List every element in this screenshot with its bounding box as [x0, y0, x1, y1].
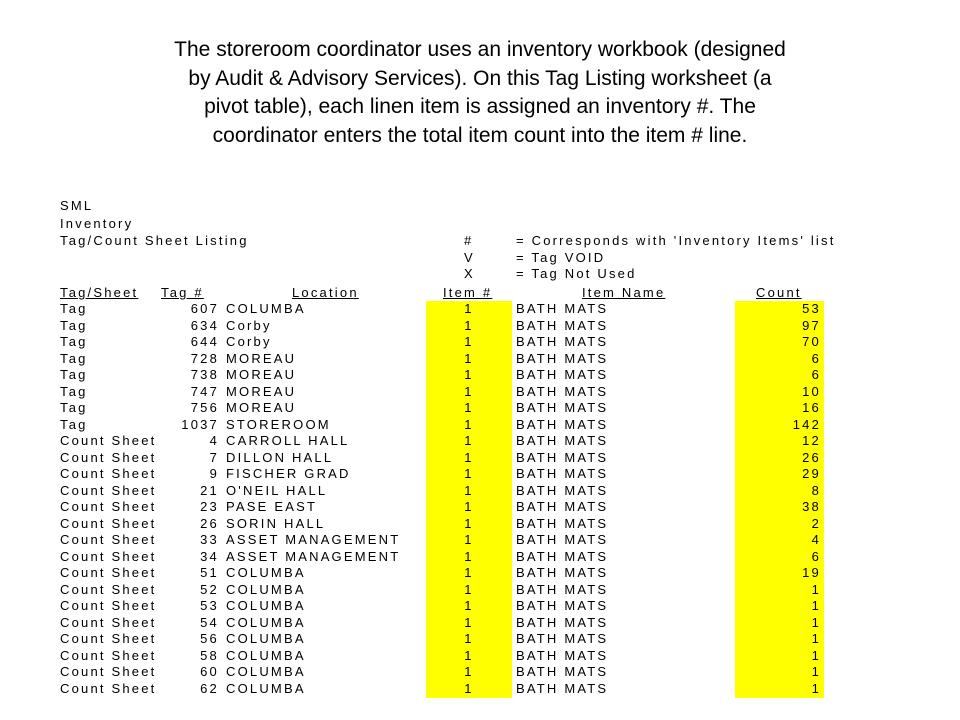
item-number-cell: 1	[464, 532, 474, 547]
item-name-cell: BATH MATS	[516, 433, 609, 448]
header-location: Location	[292, 285, 359, 300]
location-cell: COLUMBA	[226, 301, 306, 316]
tag-sheet-cell: Count Sheet	[60, 482, 157, 498]
count-cell: 12	[802, 433, 821, 448]
tag-number-cell: 4	[209, 433, 219, 448]
tag-sheet-cell: Tag	[60, 350, 88, 366]
location-cell: Corby	[226, 334, 272, 349]
item-name-cell: BATH MATS	[516, 499, 609, 514]
count-cell: 142	[792, 416, 821, 432]
table-row	[58, 466, 878, 483]
caption-line: pivot table), each linen item is assigned an inventory #. The	[204, 95, 756, 118]
tag-number-cell: 23	[200, 499, 219, 514]
item-name-cell: BATH MATS	[516, 614, 609, 630]
tag-sheet-cell: Tag	[60, 301, 88, 316]
item-name-cell: BATH MATS	[516, 350, 609, 366]
item-name-cell: BATH MATS	[516, 416, 609, 432]
tag-number-cell: 51	[200, 565, 219, 580]
item-name-cell: BATH MATS	[516, 383, 609, 399]
caption-line: coordinator enters the total item count into the item # line.	[212, 123, 748, 147]
item-name-cell: BATH MATS	[516, 400, 609, 415]
tag-number-cell: 58	[200, 647, 219, 663]
header-tag-number: Tag #	[161, 285, 204, 300]
tag-number-cell: 54	[200, 614, 219, 630]
tag-sheet-cell: Count Sheet	[60, 581, 157, 597]
item-name-cell: BATH MATS	[516, 466, 609, 481]
item-number-cell: 1	[464, 499, 474, 514]
item-number-cell: 1	[464, 647, 474, 663]
location-cell: MOREAU	[226, 350, 297, 366]
table-row	[58, 483, 878, 500]
tag-sheet-cell: Count Sheet	[60, 499, 157, 514]
item-number-cell: 1	[464, 350, 474, 366]
location-cell: COLUMBA	[226, 647, 306, 663]
item-number-cell: 1	[464, 680, 474, 696]
item-name-cell: BATH MATS	[516, 598, 609, 613]
count-cell: 6	[811, 350, 821, 366]
item-number-cell: 1	[464, 565, 474, 580]
item-name-cell: BATH MATS	[516, 301, 609, 316]
location-cell: COLUMBA	[226, 598, 306, 613]
tag-number-cell: 33	[200, 532, 219, 547]
caption-line: by Audit & Advisory Services). On this Tag Listing worksheet (a	[188, 66, 772, 90]
tag-number-cell: 52	[200, 581, 219, 597]
count-cell: 97	[802, 317, 821, 333]
header-item-name: Item Name	[582, 285, 666, 300]
tag-number-cell: 756	[190, 400, 219, 415]
tag-sheet-cell: Tag	[60, 383, 88, 399]
tag-number-cell: 1037	[181, 416, 219, 432]
tag-number-cell: 738	[190, 367, 219, 382]
tag-number-cell: 7	[209, 449, 219, 465]
legend-meaning: = Tag Not Used	[516, 266, 637, 281]
tag-sheet-cell: Count Sheet	[60, 565, 157, 580]
location-cell: CARROLL HALL	[226, 433, 350, 448]
tag-sheet-cell: Count Sheet	[60, 449, 157, 465]
table-row	[58, 582, 878, 599]
tag-number-cell: 26	[200, 515, 219, 531]
location-cell: PASE EAST	[226, 499, 318, 514]
count-cell: 1	[811, 631, 821, 646]
table-row	[58, 301, 878, 318]
item-number-cell: 1	[464, 400, 474, 415]
tag-number-cell: 62	[200, 680, 219, 696]
item-name-cell: BATH MATS	[516, 548, 609, 564]
tag-sheet-cell: Tag	[60, 367, 88, 382]
location-cell: SORIN HALL	[226, 515, 326, 531]
item-number-cell: 1	[464, 301, 474, 316]
tag-number-cell: 56	[200, 631, 219, 646]
item-number-cell: 1	[464, 466, 474, 481]
location-cell: COLUMBA	[226, 664, 306, 679]
count-cell: 26	[802, 449, 821, 465]
count-cell: 53	[802, 301, 821, 316]
tag-number-cell: 9	[209, 466, 219, 481]
tag-sheet-cell: Tag	[60, 416, 88, 432]
item-name-cell: BATH MATS	[516, 334, 609, 349]
table-row	[58, 417, 878, 434]
location-cell: DILLON HALL	[226, 449, 334, 465]
header-tag-sheet: Tag/Sheet	[60, 285, 139, 300]
count-cell: 6	[811, 367, 821, 382]
legend-symbol: V	[464, 250, 475, 265]
tag-sheet-cell: Tag	[60, 334, 88, 349]
sheet-title-inventory: Inventory	[60, 216, 134, 231]
tag-sheet-cell: Count Sheet	[60, 680, 157, 696]
table-row	[58, 499, 878, 516]
tag-sheet-cell: Tag	[60, 317, 88, 333]
item-number-cell: 1	[464, 664, 474, 679]
item-number-cell: 1	[464, 581, 474, 597]
location-cell: STOREROOM	[226, 416, 331, 432]
location-cell: O'NEIL HALL	[226, 482, 328, 498]
item-name-cell: BATH MATS	[516, 367, 609, 382]
location-cell: COLUMBA	[226, 565, 306, 580]
sheet-title-org: SML	[60, 198, 94, 213]
item-number-cell: 1	[464, 482, 474, 498]
item-name-cell: BATH MATS	[516, 449, 609, 465]
tag-sheet-cell: Count Sheet	[60, 466, 157, 481]
item-name-cell: BATH MATS	[516, 482, 609, 498]
sheet-title-listing: Tag/Count Sheet Listing	[60, 233, 249, 248]
count-cell: 38	[802, 499, 821, 514]
count-cell: 29	[802, 466, 821, 481]
table-row	[58, 631, 878, 648]
header-item-number: Item #	[443, 285, 493, 300]
item-name-cell: BATH MATS	[516, 581, 609, 597]
table-row	[58, 384, 878, 401]
tag-sheet-cell: Count Sheet	[60, 664, 157, 679]
table-row	[58, 367, 878, 384]
table-row	[58, 318, 878, 335]
inventory-rows	[58, 301, 878, 697]
table-row	[58, 664, 878, 681]
tag-number-cell: 644	[190, 334, 219, 349]
tag-number-cell: 728	[190, 350, 219, 366]
legend-symbol: #	[464, 233, 474, 248]
location-cell: COLUMBA	[226, 680, 306, 696]
legend-symbol: X	[464, 266, 475, 281]
location-cell: COLUMBA	[226, 581, 306, 597]
location-cell: ASSET MANAGEMENT	[226, 532, 401, 547]
slide-caption	[80, 36, 880, 150]
tag-sheet-cell: Count Sheet	[60, 614, 157, 630]
item-number-cell: 1	[464, 631, 474, 646]
count-cell: 2	[811, 515, 821, 531]
tag-number-cell: 53	[200, 598, 219, 613]
count-cell: 8	[811, 482, 821, 498]
location-cell: COLUMBA	[226, 614, 306, 630]
location-cell: MOREAU	[226, 367, 297, 382]
table-row	[58, 516, 878, 533]
location-cell: Corby	[226, 317, 272, 333]
item-number-cell: 1	[464, 548, 474, 564]
legend-meaning: = Corresponds with 'Inventory Items' list	[516, 233, 836, 248]
count-cell: 1	[811, 680, 821, 696]
tag-number-cell: 21	[200, 482, 219, 498]
item-name-cell: BATH MATS	[516, 647, 609, 663]
table-row	[58, 549, 878, 566]
item-number-cell: 1	[464, 334, 474, 349]
tag-sheet-cell: Tag	[60, 400, 88, 415]
table-row	[58, 532, 878, 549]
location-cell: ASSET MANAGEMENT	[226, 548, 401, 564]
column-header-row	[58, 284, 878, 301]
tag-sheet-cell: Count Sheet	[60, 548, 157, 564]
caption-line: The storeroom coordinator uses an inventory workbook (designed	[174, 38, 786, 61]
tag-listing-worksheet	[58, 198, 878, 698]
tag-sheet-cell: Count Sheet	[60, 631, 157, 646]
item-name-cell: BATH MATS	[516, 631, 609, 646]
item-name-cell: BATH MATS	[516, 532, 609, 547]
tag-number-cell: 607	[190, 301, 219, 316]
item-number-cell: 1	[464, 383, 474, 399]
location-cell: FISCHER GRAD	[226, 466, 351, 481]
tag-sheet-cell: Count Sheet	[60, 647, 157, 663]
table-row	[58, 681, 878, 698]
item-name-cell: BATH MATS	[516, 515, 609, 531]
table-row	[58, 433, 878, 450]
count-cell: 1	[811, 581, 821, 597]
item-number-cell: 1	[464, 515, 474, 531]
count-cell: 70	[802, 334, 821, 349]
tag-sheet-cell: Count Sheet	[60, 515, 157, 531]
location-cell: MOREAU	[226, 383, 297, 399]
count-cell: 1	[811, 614, 821, 630]
item-name-cell: BATH MATS	[516, 565, 609, 580]
table-row	[58, 334, 878, 351]
table-row	[58, 598, 878, 615]
tag-number-cell: 634	[190, 317, 219, 333]
count-cell: 4	[811, 532, 821, 547]
table-row	[58, 351, 878, 368]
tag-sheet-cell: Count Sheet	[60, 598, 157, 613]
count-cell: 16	[802, 400, 821, 415]
table-row	[58, 400, 878, 417]
item-name-cell: BATH MATS	[516, 680, 609, 696]
item-name-cell: BATH MATS	[516, 317, 609, 333]
location-cell: MOREAU	[226, 400, 297, 415]
item-number-cell: 1	[464, 317, 474, 333]
item-number-cell: 1	[464, 614, 474, 630]
tag-number-cell: 34	[200, 548, 219, 564]
count-cell: 1	[811, 664, 821, 679]
item-number-cell: 1	[464, 449, 474, 465]
item-number-cell: 1	[464, 598, 474, 613]
count-cell: 6	[811, 548, 821, 564]
table-row	[58, 565, 878, 582]
count-cell: 1	[811, 598, 821, 613]
item-name-cell: BATH MATS	[516, 664, 609, 679]
location-cell: COLUMBA	[226, 631, 306, 646]
item-number-cell: 1	[464, 416, 474, 432]
table-row	[58, 648, 878, 665]
header-count: Count	[756, 285, 802, 300]
item-number-cell: 1	[464, 433, 474, 448]
table-row	[58, 450, 878, 467]
tag-sheet-cell: Count Sheet	[60, 433, 157, 448]
tag-sheet-cell: Count Sheet	[60, 532, 157, 547]
count-cell: 10	[802, 383, 821, 399]
table-row	[58, 615, 878, 632]
count-cell: 19	[802, 565, 821, 580]
tag-number-cell: 60	[200, 664, 219, 679]
count-cell: 1	[811, 647, 821, 663]
item-number-cell: 1	[464, 367, 474, 382]
legend-meaning: = Tag VOID	[516, 250, 606, 265]
tag-number-cell: 747	[190, 383, 219, 399]
